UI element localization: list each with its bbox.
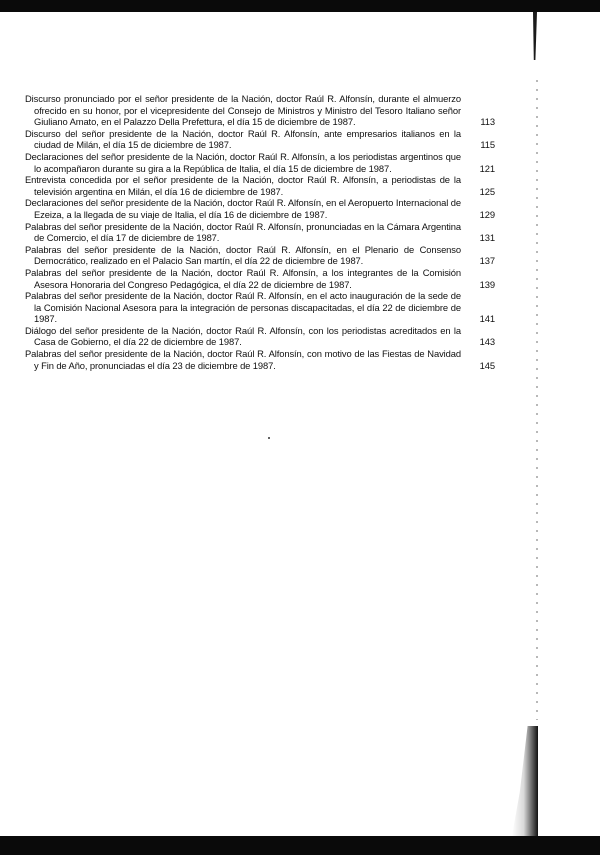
- toc-entry-page: 137: [479, 255, 495, 267]
- toc-entry: [25, 221, 495, 244]
- toc-entry-page: 131: [479, 232, 495, 244]
- toc-entry-page: 143: [479, 336, 495, 348]
- toc-entry: [25, 197, 495, 220]
- toc-entry-title: Palabras del señor presidente de la Nación, doctor Raúl R. Alfonsín, a los integrantes de la Comisión Asesora Honoraria del Congreso Pedagógica, el día 22 de diciembre de 1987.: [25, 266, 461, 290]
- toc-entry: [25, 151, 495, 174]
- toc-entry-page: 125: [479, 185, 495, 197]
- toc-entry-title: Palabras del señor presidente de la Nación, doctor Raúl R. Alfonsín, en el acto inauguración de la sede de la Comisión Nacional Asesora para la integración de personas discapacitadas, el día 22 de diciembre de 1987.: [25, 290, 461, 325]
- toc-entry-page: 145: [479, 359, 495, 371]
- toc-entry-title: Discurso del señor presidente de la Nación, doctor Raúl R. Alfonsín, ante empresarios italianos en la ciudad de Milán, el día 15 de diciembre de 1987.: [25, 127, 461, 151]
- scan-edge-mark-side: [536, 80, 538, 720]
- toc-entry-page: 139: [479, 278, 495, 290]
- scan-edge-mark-top: [533, 12, 537, 60]
- toc-entry: [25, 290, 495, 325]
- scan-edge-mark-bottom: [512, 726, 538, 836]
- toc-entry-title: Declaraciones del señor presidente de la Nación, doctor Raúl R. Alfonsín, en el Aeropuerto Internacional de Ezeiza, a la llegada de su viaje de Italia, el día 16 de diciembre de 1987.: [25, 197, 461, 220]
- scan-speck: [268, 437, 270, 439]
- toc-entry-page: 129: [479, 208, 495, 220]
- toc-entry: [25, 244, 495, 267]
- toc-entry: [25, 348, 495, 371]
- toc-entry-title: Diálogo del señor presidente de la Nación, doctor Raúl R. Alfonsín, con los periodistas acreditados en la Casa de Gobierno, el día 22 de diciembre de 1987.: [25, 324, 461, 348]
- toc-entry-title: Palabras del señor presidente de la Nación, doctor Raúl R. Alfonsín, pronunciadas en la Cámara Argentina de Comercio, el día 17 de diciembre de 1987.: [25, 220, 461, 244]
- toc-entry-title: Entrevista concedida por el señor presidente de la Nación, doctor Raúl R. Alfonsín, a periodistas de la televisión argentina en Milán, el día 16 de diciembre de 1987.: [25, 174, 461, 197]
- scan-border-top: [0, 0, 600, 12]
- toc-entry-title: Palabras del señor presidente de la Nación, doctor Raúl R. Alfonsín, con motivo de las Fiestas de Navidad y Fin de Año, pronunciadas el día 23 de diciembre de 1987.: [25, 348, 461, 371]
- toc-entry: [25, 128, 495, 151]
- toc-entry-page: 141: [479, 313, 495, 325]
- toc-entry-page: 115: [480, 139, 495, 151]
- toc-entry-page: 121: [479, 162, 495, 174]
- toc-entry: [25, 267, 495, 290]
- toc-entry: [25, 93, 495, 128]
- toc-entry-title: Discurso pronunciado por el señor presidente de la Nación, doctor Raúl R. Alfonsín, durante el almuerzo ofrecido en su honor, por el vicepresidente del Consejo de Ministros y Ministro del Tesoro Italiano señor Giuliano Amato, en el Palazzo Della Prefettura, el día 15 de diciembre de 1987.: [25, 93, 461, 128]
- toc-entry: [25, 174, 495, 197]
- toc-entry: [25, 325, 495, 348]
- toc-entry-title: Palabras del señor presidente de la Nación, doctor Raúl R. Alfonsín, en el Plenario de Consenso Democrático, realizado en el Palacio San martín, el día 22 de diciembre de 1987.: [25, 243, 461, 267]
- toc-entry-title: Declaraciones del señor presidente de la Nación, doctor Raúl R. Alfonsín, a los periodistas argentinos que lo acompañaron durante su gira a la República de Italia, el día 15 de diciembre de 1987.: [25, 150, 461, 174]
- toc-entry-page: 113: [480, 116, 495, 128]
- table-of-contents: [25, 93, 495, 371]
- scan-border-bottom: [0, 836, 600, 855]
